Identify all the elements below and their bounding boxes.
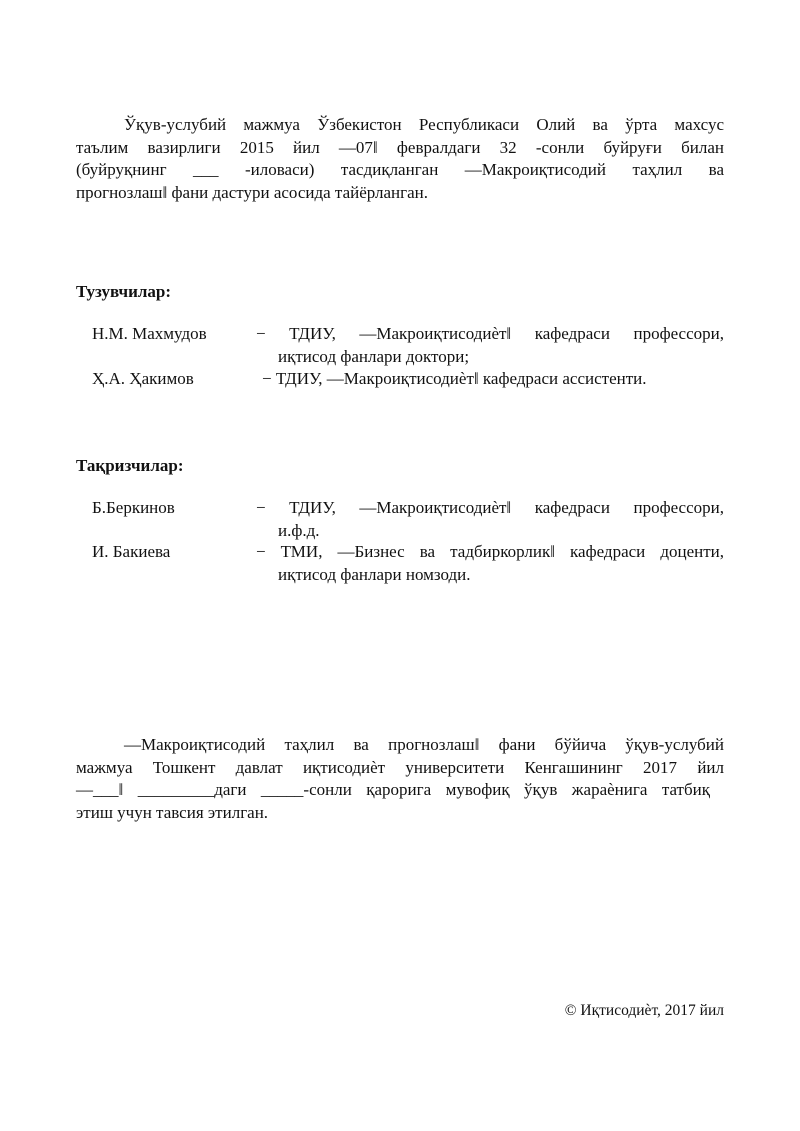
reviewer-description [256, 497, 724, 542]
reviewer-description [256, 541, 724, 586]
recommendation-line: этиш учун тавсия этилган. [76, 802, 269, 822]
reviewer-description-line: иқтисод фанлари номзоди. [278, 564, 471, 584]
author-description [256, 323, 724, 368]
reviewers-heading: Тақризчилар: [76, 456, 184, 475]
recommendation-line: ―Макроиқтисодий таҳлил ва прогнозлаш‖ фани бўйича ўқув-услубий [124, 735, 724, 754]
intro-line: Ўқув-услубий мажмуа Ўзбекистон Республикаси Олий ва ўрта махсус [124, 115, 724, 134]
reviewer-description-line: − ТМИ, ―Бизнес ва тадбиркорлик‖ кафедраси доценти, [256, 542, 724, 561]
author-name: Н.М. Махмудов [92, 324, 207, 343]
reviewer-name: И. Бакиева [92, 542, 171, 561]
reviewer-description-line: и.ф.д. [278, 520, 320, 540]
author-description [262, 368, 730, 391]
intro-paragraph [76, 114, 724, 204]
intro-line: (буйруқнинг ___ -иловаси) тасдиқланган ―Макроиқтисодий таҳлил ва [76, 160, 724, 179]
reviewer-description-line: − ТДИУ, ―Макроиқтисодиѐт‖ кафедраси профессори, [256, 498, 724, 517]
recommendation-line: мажмуа Тошкент давлат иқтисодиѐт университети Кенгашининг 2017 йил [76, 757, 724, 777]
copyright-footer: © Иқтисодиѐт, 2017 йил [564, 1002, 724, 1019]
recommendation-paragraph [76, 734, 724, 824]
authors-heading: Тузувчилар: [76, 282, 172, 301]
reviewer-name: Б.Беркинов [92, 498, 175, 517]
intro-line: прогнозлаш‖ фани дастури асосида тайёрланган. [76, 182, 429, 202]
recommendation-line: ―___‖ _________даги _____-сонли қарорига мувофиқ ўқув жараѐнига татбиқ [76, 780, 710, 799]
author-description-line: − ТДИУ, ―Макроиқтисодиѐт‖ кафедраси ассистенти. [262, 369, 647, 388]
author-description-line: иқтисод фанлари доктори; [278, 346, 470, 366]
author-name: Ҳ.А. Ҳакимов [92, 369, 194, 388]
intro-line: таълим вазирлиги 2015 йил ―07‖ февралдаги 32 -сонли буйруғи билан [76, 137, 724, 157]
author-description-line: − ТДИУ, ―Макроиқтисодиѐт‖ кафедраси профессори, [256, 324, 724, 343]
